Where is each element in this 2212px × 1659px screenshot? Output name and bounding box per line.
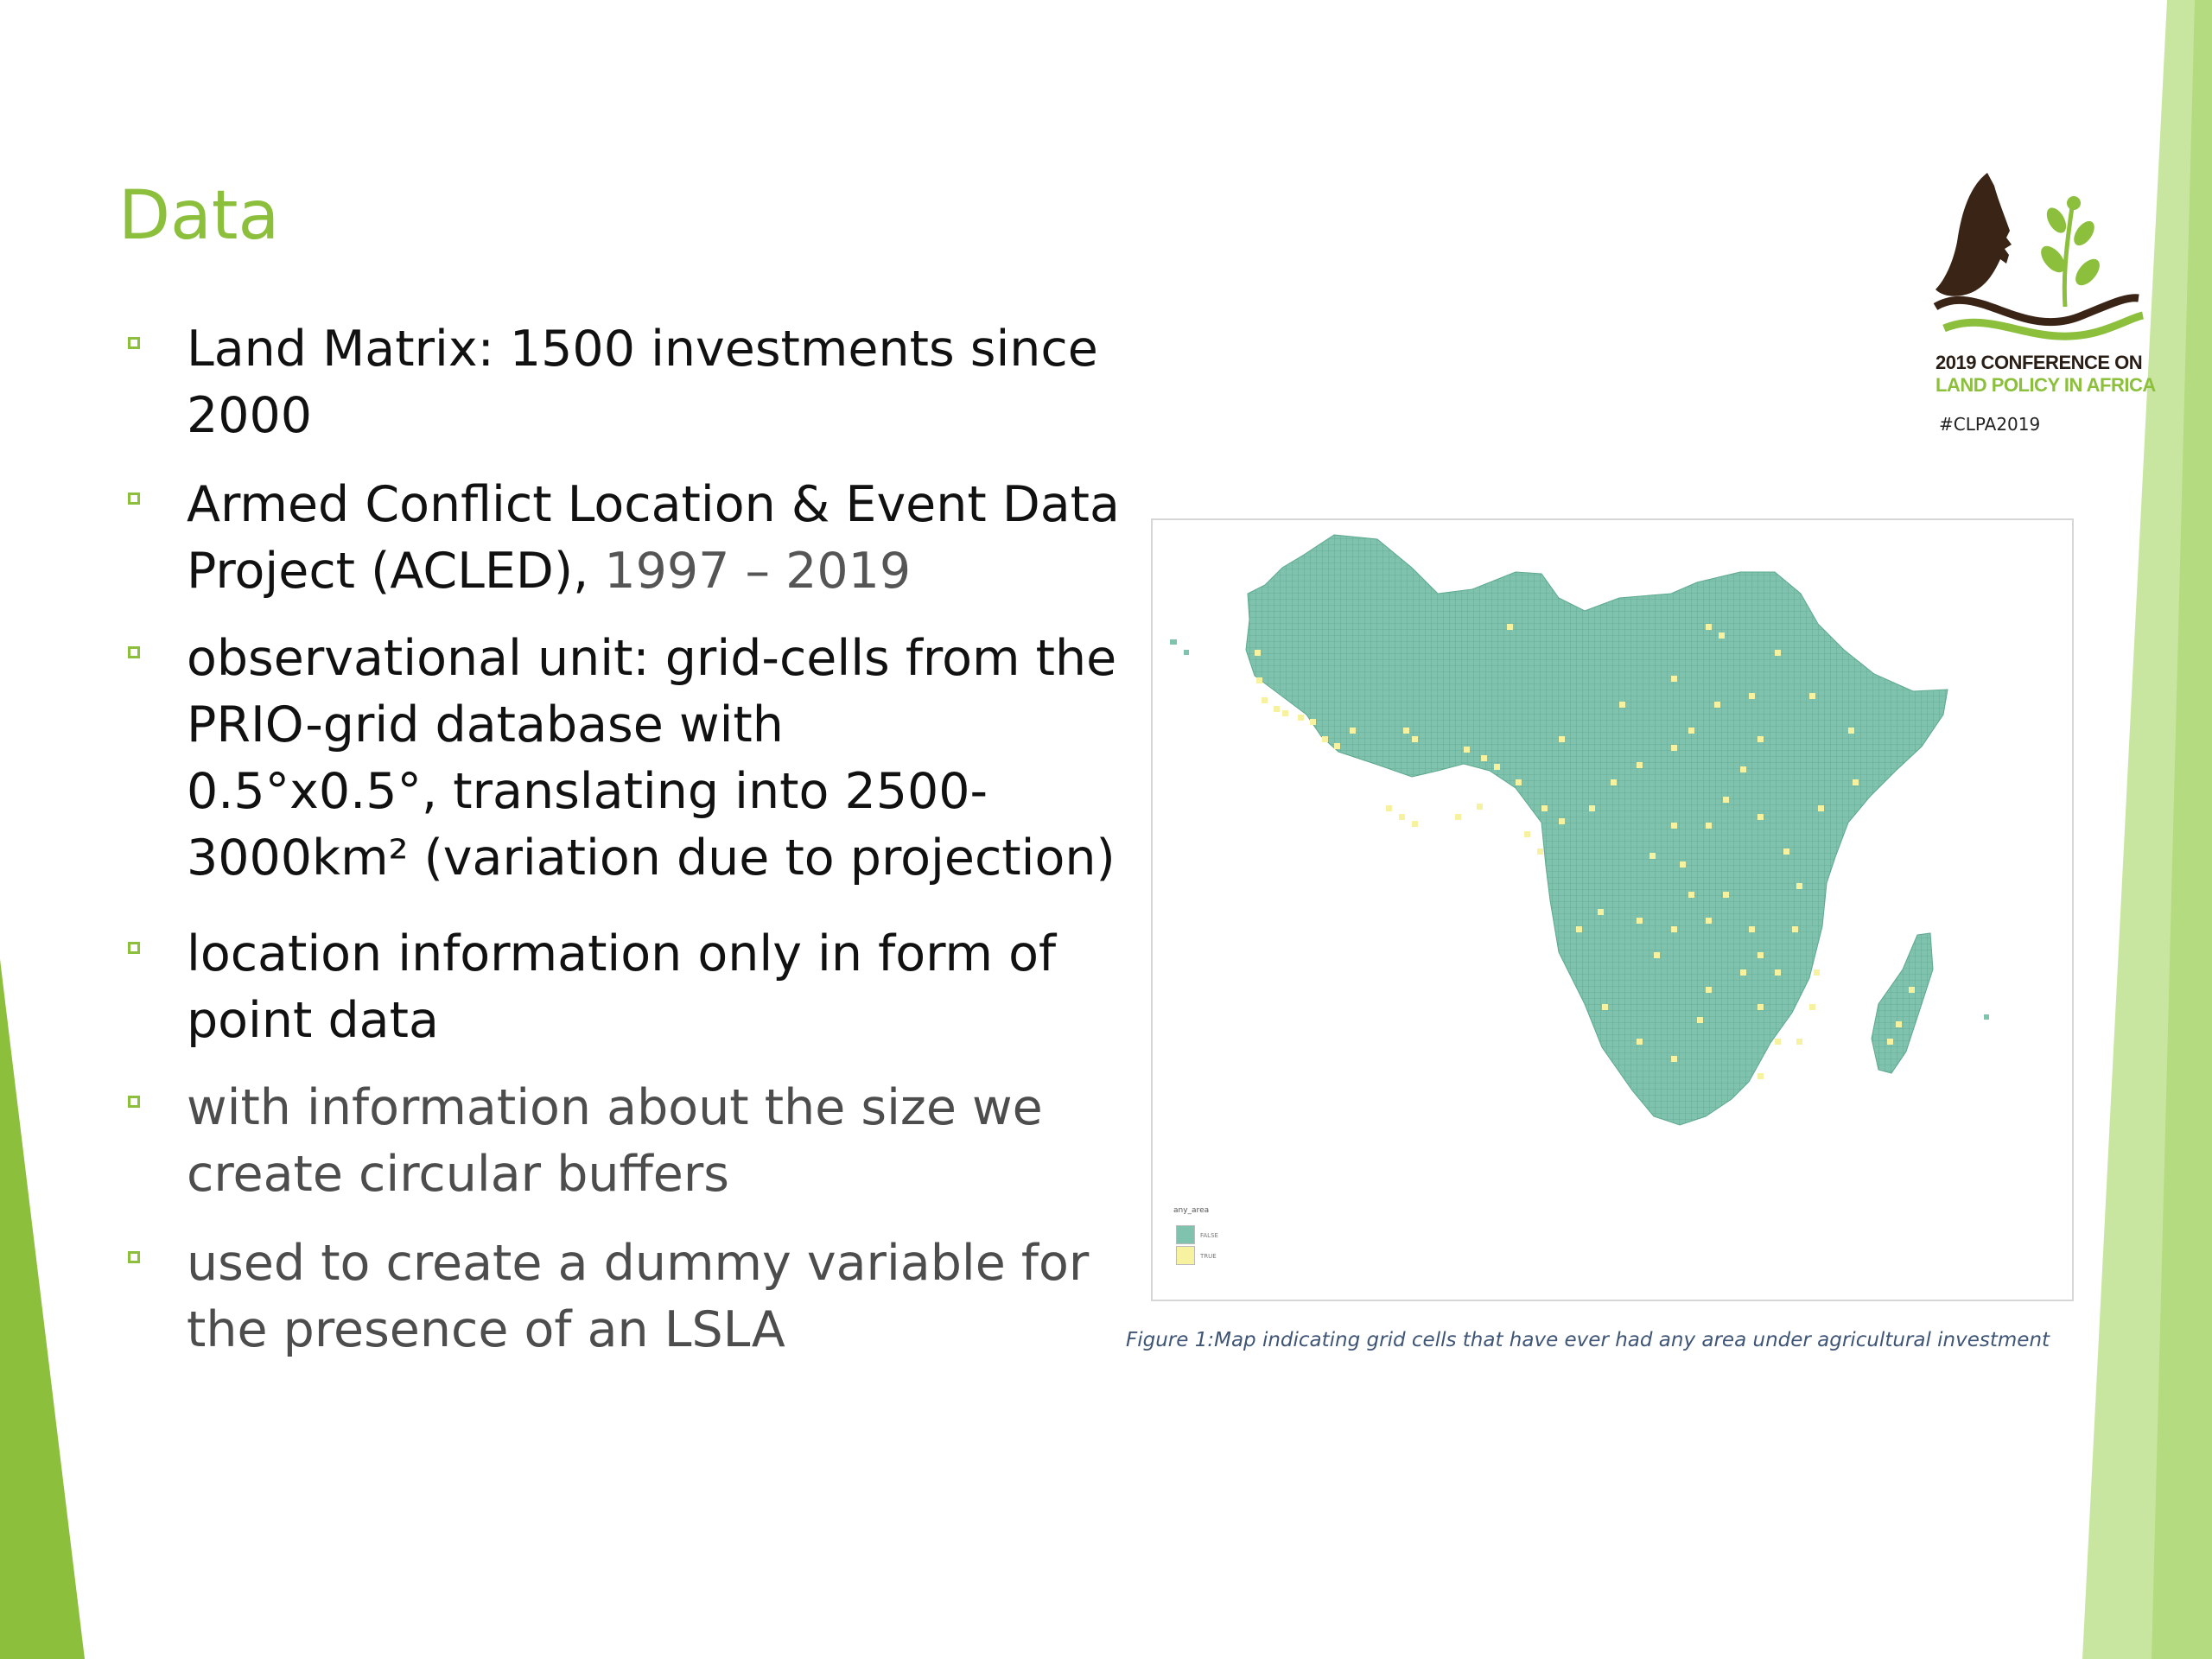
investment-cell [1386, 805, 1392, 811]
investment-cell [1714, 702, 1720, 708]
legend-label-false: FALSE [1200, 1232, 1218, 1239]
investment-cell [1589, 805, 1595, 811]
logo-leaf [2067, 196, 2081, 210]
investment-cell [1887, 1039, 1893, 1045]
bullet-text [187, 472, 1232, 605]
investment-cell [1848, 728, 1854, 734]
investment-cell [1322, 736, 1328, 742]
logo-leaf [2069, 218, 2098, 250]
investment-cell [1792, 926, 1798, 932]
investment-cell [1477, 804, 1483, 810]
investment-cell [1758, 736, 1764, 742]
investment-cell [1909, 987, 1915, 993]
investment-cell [1412, 821, 1418, 827]
investment-cell [1809, 1004, 1815, 1010]
bullet-text [187, 626, 1232, 892]
legend-swatch-false [1176, 1225, 1195, 1244]
investment-cell [1671, 1056, 1677, 1062]
investment-cell [1576, 926, 1582, 932]
bullet-text [187, 921, 1232, 1054]
bullet-marker-icon [128, 493, 140, 505]
investment-cell [1688, 892, 1694, 898]
investment-cell [1719, 632, 1725, 639]
investment-cell [1775, 1039, 1781, 1045]
logo-emblem [1927, 168, 2152, 350]
bullet-marker-icon [128, 646, 140, 658]
logo-leaf [2043, 205, 2070, 237]
africa-grid-map [1153, 520, 2072, 1300]
investment-cell [1783, 849, 1789, 855]
investment-cell [1541, 805, 1548, 811]
bullet-text [187, 316, 1232, 449]
africa-landmass [1246, 535, 1948, 1125]
bullet-line: Project (ACLED), 1997 – 2019 [187, 543, 912, 600]
bullet-line: 2000 [187, 387, 313, 444]
investment-cell [1602, 1004, 1608, 1010]
comoros-island [1809, 926, 1815, 931]
investment-cell [1455, 814, 1461, 820]
logo-text-line1: 2019 CONFERENCE ON [1936, 352, 2143, 373]
bullet-text [187, 1075, 1232, 1208]
bullet-line: PRIO-grid database with [187, 696, 784, 753]
investment-cell [1758, 952, 1764, 958]
investment-cell [1559, 818, 1565, 824]
investment-cell [1706, 918, 1712, 924]
investment-cell [1671, 676, 1677, 682]
investment-cell [1274, 706, 1280, 712]
bullet-marker-icon [128, 1096, 140, 1108]
investment-cell [1637, 918, 1643, 924]
investment-cell [1697, 1017, 1703, 1023]
investment-cell [1399, 814, 1405, 820]
bullet-line: Land Matrix: 1500 investments since [187, 321, 1098, 378]
mauritius-island [1984, 1014, 1989, 1020]
investment-cell [1516, 779, 1522, 785]
bullet-marker-icon [128, 942, 140, 954]
investment-cell [1298, 715, 1304, 721]
investment-cell [1758, 1004, 1764, 1010]
investment-cell [1649, 853, 1656, 859]
investment-cell [1524, 831, 1530, 837]
investment-cell [1818, 805, 1824, 811]
investment-cell [1706, 624, 1712, 630]
investment-cell [1611, 779, 1617, 785]
investment-cell [1688, 728, 1694, 734]
logo-hashtag: #CLPA2019 [1939, 414, 2041, 435]
legend-swatch-true [1176, 1246, 1195, 1265]
bullet-line: Armed Conflict Location & Event Data [187, 476, 1120, 533]
bullet-line: 0.5°x0.5°, translating into 2500- [187, 763, 988, 820]
bullet-line: the presence of an LSLA [187, 1301, 785, 1358]
investment-cell [1412, 736, 1418, 742]
investment-cell [1796, 883, 1802, 889]
logo-plant-stem [2064, 207, 2072, 307]
investment-cell [1775, 969, 1781, 976]
investment-cell [1853, 779, 1859, 785]
investment-cell [1507, 624, 1513, 630]
slide-title: Data [118, 177, 280, 255]
investment-cell [1671, 823, 1677, 829]
investment-cell [1740, 766, 1746, 772]
investment-cell [1334, 743, 1340, 749]
figure-caption: Figure 1:Map indicating grid cells that have ever had any area under agricultural investment [1126, 1329, 2050, 1351]
investment-cell [1814, 969, 1820, 976]
investment-cell [1758, 1073, 1764, 1079]
cape-verde-island [1170, 639, 1177, 645]
investment-cell [1706, 823, 1712, 829]
investment-cell [1809, 693, 1815, 699]
bullet-marker-icon [128, 337, 140, 349]
map-figure [1151, 518, 2074, 1301]
investment-cell [1896, 1021, 1902, 1027]
investment-cell [1740, 969, 1746, 976]
investment-cell [1310, 719, 1316, 725]
logo-swoosh-brown [1936, 298, 2139, 322]
investment-cell [1637, 762, 1643, 768]
investment-cell [1796, 1039, 1802, 1045]
bullet-line: observational unit: grid-cells from the [187, 630, 1117, 687]
investment-cell [1481, 755, 1487, 761]
cape-verde-island [1184, 650, 1189, 655]
investment-cell [1350, 728, 1356, 734]
investment-cell [1598, 909, 1604, 915]
investment-cell [1255, 650, 1261, 656]
investment-cell [1723, 797, 1729, 803]
logo-text-line2: LAND POLICY IN AFRICA [1936, 374, 2156, 396]
investment-cell [1749, 693, 1755, 699]
bullet-year-range: 1997 – 2019 [604, 543, 912, 600]
bullet-marker-icon [128, 1251, 140, 1263]
left-green-wedge [0, 959, 85, 1659]
investment-cell [1654, 952, 1660, 958]
investment-cell [1671, 926, 1677, 932]
investment-cell [1262, 697, 1268, 703]
bullet-line: with information about the size we [187, 1079, 1043, 1136]
logo-leaf [2071, 255, 2104, 289]
investment-cell [1723, 892, 1729, 898]
bullet-line: point data [187, 992, 439, 1049]
conference-logo [1927, 168, 2156, 445]
madagascar [1872, 933, 1933, 1073]
legend-title: any_area [1173, 1206, 1210, 1215]
bullet-text [187, 1230, 1232, 1363]
legend-label-true: TRUE [1200, 1253, 1217, 1260]
investment-cell [1749, 926, 1755, 932]
investment-cell [1403, 728, 1409, 734]
bullet-line: 3000km² (variation due to projection) [187, 830, 1116, 887]
investment-cell [1775, 650, 1781, 656]
bullet-line: create circular buffers [187, 1146, 729, 1203]
investment-cell [1559, 736, 1565, 742]
investment-cell [1671, 745, 1677, 751]
investment-cell [1282, 710, 1288, 716]
investment-cell [1706, 987, 1712, 993]
investment-cell [1619, 702, 1625, 708]
logo-profile [1936, 173, 2012, 296]
bullet-line: location information only in form of [187, 925, 1057, 982]
investment-cell [1637, 1039, 1643, 1045]
investment-cell [1758, 814, 1764, 820]
investment-cell [1537, 849, 1543, 855]
investment-cell [1256, 677, 1262, 683]
investment-cell [1464, 747, 1470, 753]
investment-cell [1680, 861, 1686, 868]
investment-cell [1494, 764, 1500, 770]
bullet-line: used to create a dummy variable for [187, 1235, 1090, 1292]
